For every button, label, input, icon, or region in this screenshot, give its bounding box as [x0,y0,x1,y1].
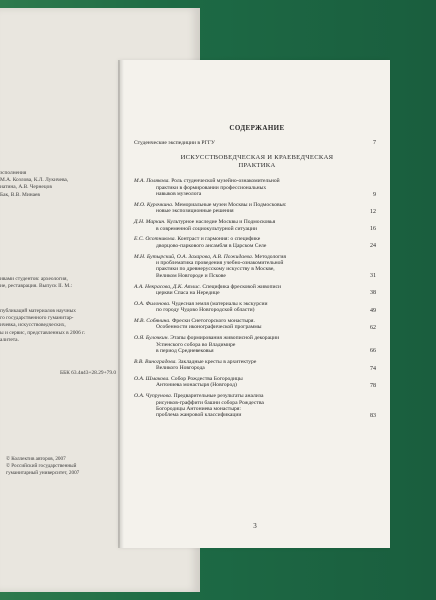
table-of-contents [134,124,380,423]
toc-entry-title-line: в период Средневековья [156,348,214,355]
toc-entry-author: М.В. Собянина. [134,318,171,325]
toc-entry-page: 83 [370,412,376,419]
toc-entry-text [134,254,380,280]
toc-entry-title-line: Культурное наследие Москвы и Подмосковья [166,219,276,226]
toc-entry-title-line: новые экспозиционные решения [156,208,234,215]
toc-entry-title-line: Собор Рождества Богородицы [171,376,243,383]
toc-entry-title-line: в современной социокультурной ситуации [156,225,258,232]
toc-entry-author: М.Н. Бутырский, О.А. Захарова, А.В. Пожидаева. [134,253,254,260]
toc-entry-title-line: Чудесная земля (материалы к экскурсии [171,300,268,307]
left-line: иатина, А.В. Чернецов [0,184,52,191]
toc-entry [134,318,380,331]
toc-entry-text [134,376,380,389]
toc-entry-title-line: Фрески Снетогорского монастыря. [172,318,255,325]
toc-entry-text [134,178,380,197]
toc-entry-text: Студенческие экспедиции в РГГУ [134,140,215,146]
toc-entry-text [134,236,380,249]
toc-entry-text [134,202,380,215]
toc-entry-title-line: Великого Новгорода [156,365,205,372]
toc-entry-author: М.О. Курочкина. [134,202,174,209]
toc-entry-title-line: Предварительные результаты анализа [173,393,264,400]
left-line: ивами студентов: археология, [0,276,68,282]
copyright-line: © Коллектив авторов, 2007 [6,456,66,462]
toc-entry-page: 66 [370,348,376,355]
toc-entry-page: 24 [370,243,376,250]
left-line: ие, реставрация. Выпуск II. М.: [0,283,73,290]
left-line: Бак, В.В. Минаев [0,191,40,198]
right-page [120,60,390,548]
toc-entry-title-line: Контраст и гармония: о специфике [177,236,261,243]
toc-entry-page: 74 [370,365,376,372]
toc-entry [134,202,380,215]
gutter-shadow [118,60,124,548]
toc-entry-title-line: Мемориальные музеи Москвы и Подмосковья: [174,202,287,209]
copyright-line: гуманитарный университет, 2007 [6,470,80,476]
toc-entry-title-line: Антониева монастыря (Новгород) [156,382,237,389]
toc-entry-text [134,359,380,372]
toc-entry-page: 7 [373,140,376,146]
toc-entry-title-line: Успенского собора во Владимире [156,341,236,348]
toc-entry-page: 12 [370,208,376,215]
toc-entry-page: 38 [370,290,376,297]
toc-entry-title-line: Методология [254,253,286,260]
toc-entry-text [134,393,380,419]
toc-entries [134,178,380,418]
toc-entry-text [134,318,380,331]
toc-entry-author: О.А. Шмакова. [134,376,170,383]
toc-entry-title-line: Особенности иконографической программы [156,324,262,331]
left-line: го государственного гуманитар- [0,315,74,322]
toc-entry-text [134,335,380,354]
toc-entry-page: 31 [370,273,376,280]
toc-entry-title-line: Роль студенческой музейно-ознакомительной [171,178,280,185]
toc-entry-page: 62 [370,324,376,331]
toc-entry-author: О.А. Филонова. [134,300,171,307]
toc-entry-title-line: Великом Новгороде и Пскове [156,272,226,279]
bbk-code: ББК 63.4я43+28.29+79.0 [60,370,117,376]
toc-entry-text [134,301,380,314]
toc-entry [134,376,380,389]
toc-entry-author: Д.Н. Маркин. [134,219,166,226]
left-line: алитета. [0,336,19,343]
toc-entry-title-line: навыков музеолога [156,191,202,198]
toc-entry-page: 9 [373,191,376,198]
toc-entry-page: 16 [370,226,376,233]
toc-entry-title-line: рисунков-граффити башни собора Рождества [156,399,264,406]
section-title [134,154,380,170]
toc-entry [134,335,380,354]
toc-entry-author: М.А. Полякова. [134,178,170,185]
toc-entry-page: 78 [370,382,376,389]
toc-entry-title-line: практики по древнерусскому искусству в Москве, [156,266,275,273]
toc-entry-title-line: Закладные кресты в архитектуре [178,358,257,365]
toc-entry [134,236,380,249]
left-line: ы и сервис, представленных в 2006 г. [0,329,86,336]
left-line: публикаций материалов научных [0,308,76,314]
toc-entry-title-line: проблема жанровой классификации [156,412,242,419]
toc-entry-intro [134,140,380,146]
toc-entry-title-line: Богородицы Антониева монастыря: [156,406,241,413]
toc-entry [134,219,380,232]
toc-title: СОДЕРЖАНИЕ [229,124,285,132]
section-title-line: ИСКУССТВОВЕДЧЕСКАЯ И КРАЕВЕДЧЕСКАЯ [180,154,334,162]
toc-entry-author: В.В. Виноградова. [134,358,177,365]
toc-entry-author: О.А. Чупрунова. [134,393,173,400]
toc-entry-text [134,219,380,232]
copyright-line: © Российский государственный [6,463,77,469]
left-line: М.А. Козлова, К.Л. Лукичева, [0,177,69,184]
toc-entry-author: О.Я. Булочкин. [134,335,169,342]
toc-entry [134,359,380,372]
toc-entry-title-line: практики в формировании профессиональных [156,184,267,191]
toc-entry [134,301,380,314]
toc-entry [134,178,380,197]
left-line: ичевка, искусствоведческих, [0,322,66,329]
toc-entry-text [134,284,380,297]
toc-entry-title-line: церкви Спаса на Нередице [156,290,220,297]
toc-entry [134,393,380,419]
toc-entry-title-line: по городу Чудово Новгородской области) [156,307,255,314]
toc-entry-title-line: Специфика фресковой живописи [202,283,281,290]
page-number: 3 [253,522,257,530]
toc-entry-title-line: дворцово-паркового ансамбля в Царском Селе [156,242,267,249]
toc-entry-author: Е.С. Осотникова. [134,236,176,243]
left-line: зсполнения [0,170,27,176]
toc-entry-author: А.А. Некрасова, Д.К. Атлис. [134,283,201,290]
toc-entry-title-line: Этапы формирования живописной декорации [170,335,280,342]
toc-entry-page: 49 [370,307,376,314]
section-title-line: ПРАКТИКА [238,162,276,170]
toc-entry-title-line: и проблематика проведения учебно-ознакомительной [156,260,284,267]
toc-entry [134,254,380,280]
toc-entry [134,284,380,297]
